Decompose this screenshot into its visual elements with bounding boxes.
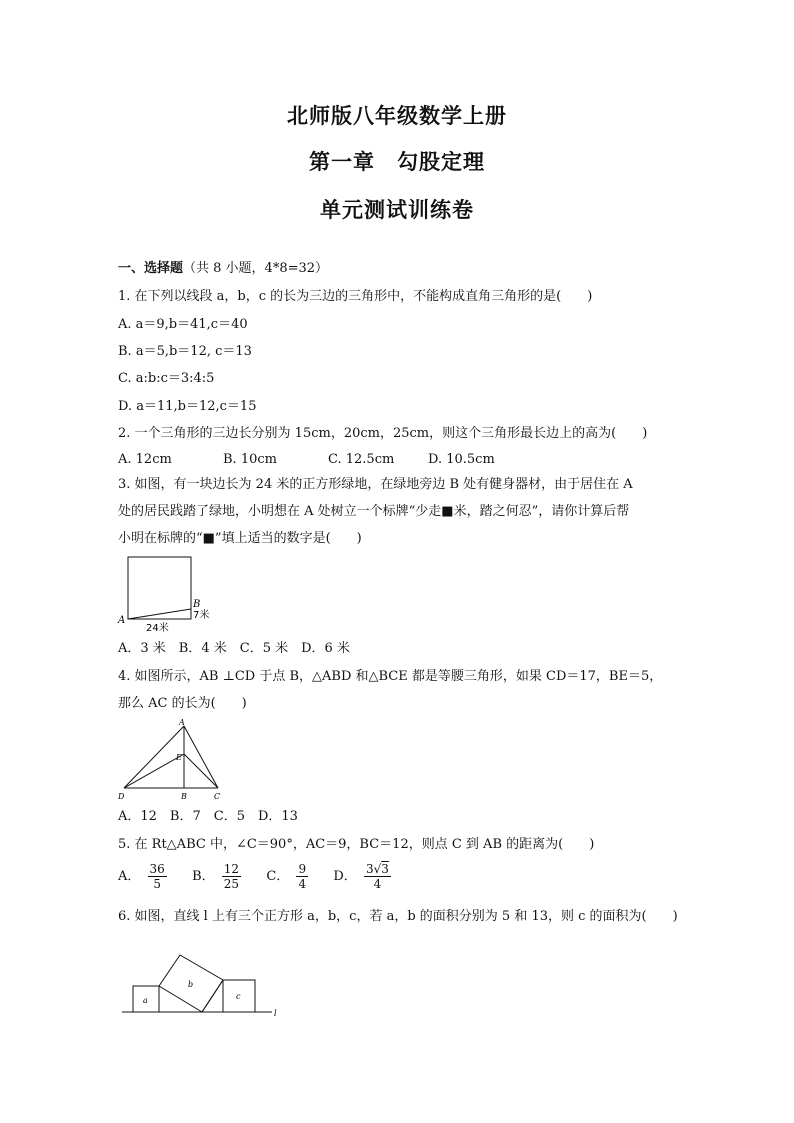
q5-c-denominator: 4 — [298, 877, 307, 891]
q5-option-b-label: B． — [192, 869, 215, 884]
q2-option-c: C. 12.5cm — [328, 452, 395, 467]
q1-option-c: C. a:b:c＝3:4:5 — [118, 371, 215, 386]
section-note: （共 8 小题，4*8=32） — [183, 261, 329, 276]
q2-options — [118, 451, 495, 469]
sqrt-icon: √ — [373, 862, 382, 876]
q3-stem-line3: 小明在标牌的“■”填上适当的数字是( ) — [118, 531, 362, 546]
q5-option-b-fraction — [222, 862, 241, 891]
q5-option-a-label: A． — [118, 869, 141, 884]
q5-b-denominator: 25 — [223, 877, 240, 891]
segment-de — [124, 754, 184, 788]
q3-label-7m: 7米 — [193, 610, 210, 621]
q5-b-numerator: 12 — [223, 862, 240, 876]
q4-triangle-figure — [116, 718, 228, 802]
q5-c-numerator: 9 — [298, 862, 307, 876]
q5-option-c-fraction — [296, 862, 308, 891]
q2-option-a: A. 12cm — [118, 452, 172, 467]
q3-options: A．3 米 B．4 米 C．5 米 D．6 米 — [118, 641, 350, 656]
shortcut-path — [128, 609, 191, 619]
q4-label-b: B — [181, 792, 187, 801]
q4-stem-line1: 4. 如图所示，AB ⊥CD 于点 B，△ABD 和△BCE 都是等腰三角形，如果 CD＝17，BE＝5， — [118, 669, 663, 684]
q6-label-b: b — [188, 980, 194, 989]
q5-option-c-label: C． — [266, 869, 290, 884]
q2-option-b: B. 10cm — [223, 452, 277, 467]
doc-title: 北师版八年级数学上册 — [287, 104, 507, 128]
q4-label-e: E — [176, 753, 182, 762]
q1-option-a: A. a＝9,b＝41,c＝40 — [118, 317, 248, 332]
q2-stem: 2. 一个三角形的三边长分别为 15cm，20cm，25cm，则这个三角形最长边上的高为( ) — [118, 426, 648, 441]
q5-options — [118, 862, 394, 892]
q6-label-l: l — [274, 1009, 277, 1018]
square-b-edge — [159, 986, 202, 1012]
q1-option-b: B. a＝5,b＝12, c＝13 — [118, 344, 252, 359]
q5-d-denominator: 4 — [373, 877, 382, 891]
segment-ec — [184, 754, 218, 788]
q5-a-denominator: 5 — [153, 877, 161, 891]
q3-stem-line2: 处的居民践踏了绿地，小明想在 A 处树立一个标牌“少走■米，踏之何忍”，请你计算后帮 — [118, 504, 630, 519]
q6-label-a: a — [143, 996, 148, 1005]
lawn-square — [128, 557, 191, 619]
side-da — [124, 726, 184, 788]
q3-square-lawn-figure — [116, 552, 216, 634]
q4-label-a: A — [179, 718, 185, 727]
q5-a-numerator: 36 — [149, 862, 165, 876]
q6-stem: 6. 如图，直线 l 上有三个正方形 a，b，c，若 a，b 的面积分别为 5 和 13，则 c 的面积为( ) — [118, 909, 678, 924]
q3-stem-line1: 3. 如图，有一块边长为 24 米的正方形绿地，在绿地旁边 B 处有健身器材，由于居住在 A — [118, 477, 633, 492]
q4-stem-line2: 那么 AC 的长为( ) — [118, 696, 247, 711]
q2-option-d: D. 10.5cm — [428, 452, 495, 467]
q3-label-b: B — [193, 599, 201, 610]
square-b-edge-2 — [202, 980, 223, 1012]
q5-option-d-label: D． — [333, 869, 357, 884]
q4-options: A．12 B．7 C．5 D．13 — [118, 809, 298, 824]
q3-label-a: A — [118, 615, 126, 626]
q5-d-numerator — [364, 862, 391, 877]
doc-subtitle: 单元测试训练卷 — [320, 198, 474, 222]
q5-stem: 5. 在 Rt△ABC 中，∠C＝90°，AC＝9，BC＝12，则点 C 到 AB 的距离为( ) — [118, 837, 595, 852]
section-heading — [118, 260, 328, 278]
q5-option-a-fraction — [148, 862, 167, 891]
q5-d-coefficient: 3 — [365, 862, 374, 876]
side-ac — [184, 726, 218, 788]
section-title: 一、选择题 — [118, 261, 184, 276]
q1-option-d: D. a＝11,b＝12,c＝15 — [118, 399, 257, 414]
q6-label-c: c — [236, 992, 241, 1001]
q1-stem: 1. 在下列以线段 a，b，c 的长为三边的三角形中，不能构成直角三角形的是( ) — [118, 289, 593, 304]
q5-option-d-fraction — [364, 862, 391, 891]
q4-label-c: C — [214, 792, 221, 801]
q6-squares-figure — [118, 945, 284, 1023]
q4-label-d: D — [118, 792, 125, 801]
doc-chapter: 第一章 勾股定理 — [309, 150, 485, 174]
q3-label-24m: 24米 — [146, 623, 169, 634]
q5-d-radicand: 3 — [381, 862, 389, 876]
